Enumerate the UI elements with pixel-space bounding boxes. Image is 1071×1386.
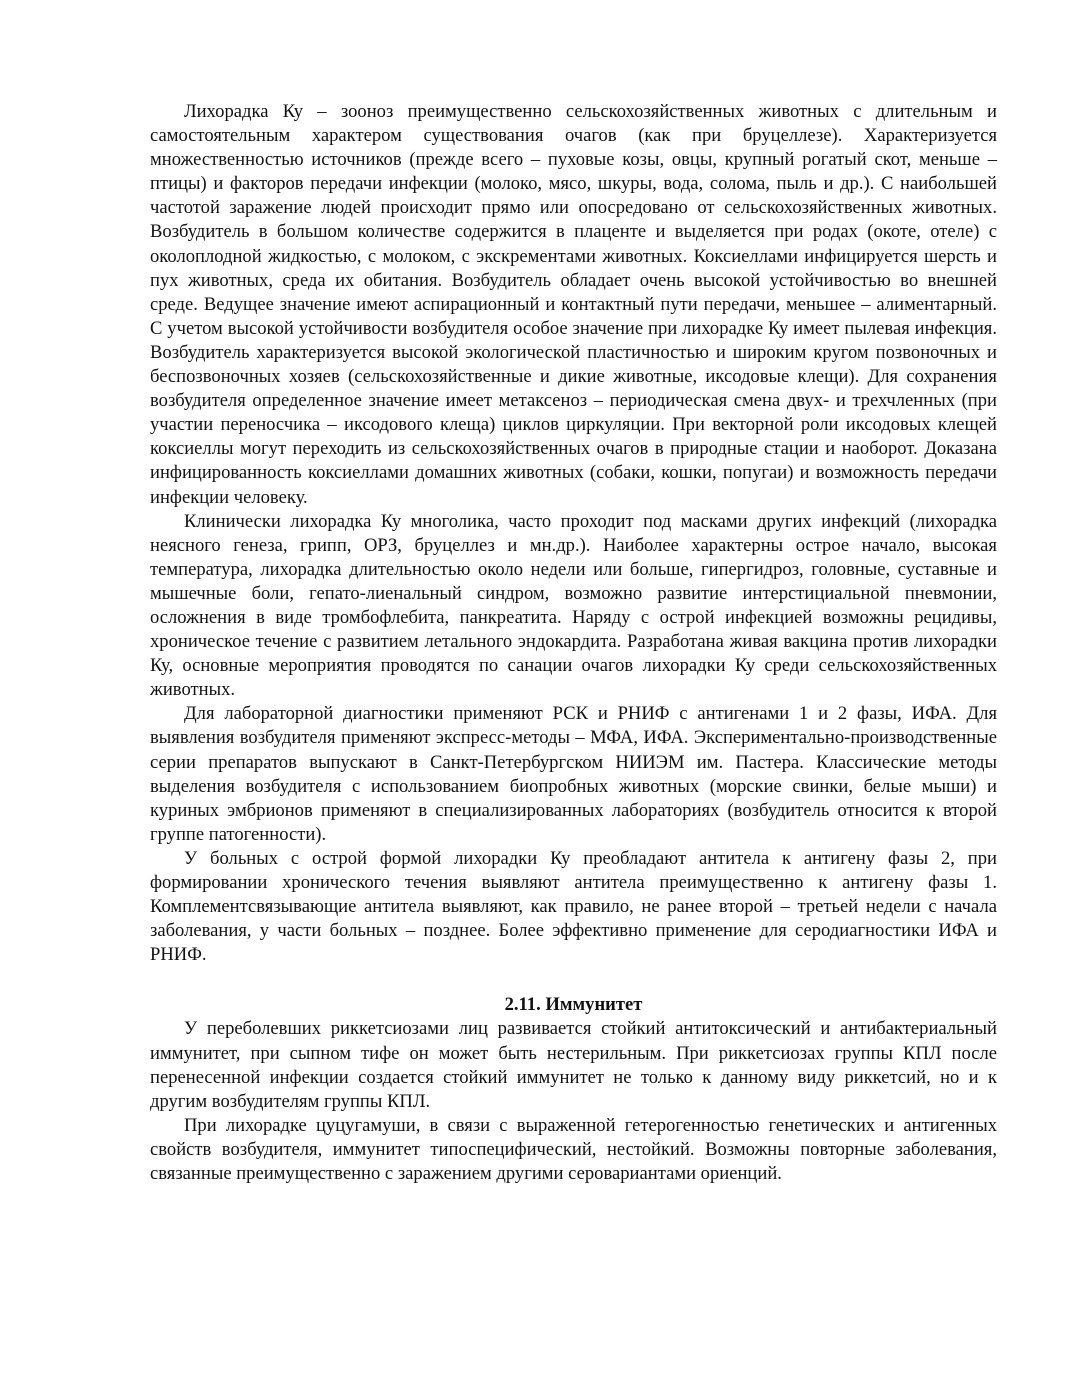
paragraph-q-fever-lab-diagnostics: Для лабораторной диагностики применяют РСК и РНИФ с антигенами 1 и 2 фазы, ИФА. Для выявления возбудителя применяют экспресс-методы – МФА, ИФА. Экспериментально-производственные серии препаратов выпускают в Санкт-Петербургском НИИЭМ им. Пастера. Классические методы выделения возбудителя с использованием биопробных животных (морские свинки, белые мыши) и куриных эмбрионов применяют в специализированных лабораториях (возбудитель относится к второй группе патогенности). — [150, 703, 997, 845]
paragraph-q-fever-clinical: Клинически лихорадка Ку многолика, часто проходит под масками других инфекций (лихорадка неясного генеза, грипп, ОРЗ, бруцеллез и мн.др.). Наиболее характерны острое начало, высокая температура, лихорадка длительностью около недели или больше, гипергидроз, головные, суставные и мышечные боли, гепато-лиенальный синдром, возможно развитие интерстициальной пневмонии, осложнения в виде тромбофлебита, панкреатита. Наряду с острой инфекцией возможны рецидивы, хроническое течение с развитием летального эндокардита. Разработана живая вакцина против лихорадки Ку, основные мероприятия проводятся по санации очагов лихорадки Ку среди сельскохозяйственных животных. — [150, 510, 997, 701]
section-heading-immunity: 2.11. Иммунитет — [504, 994, 643, 1016]
paragraph-q-fever-epidemiology: Лихорадка Ку – зооноз преимущественно сельскохозяйственных животных с длительным и самостоятельным характером существования очагов (как при бруцеллезе). Характеризуется множественностью источников (прежде всего – пуховые козы, овцы, крупный рогатый скот, меньше – птицы) и факторов передачи инфекции (молоко, мясо, шкуры, вода, солома, пыль и др.). С наибольшей частотой заражение людей происходит прямо или опосредовано от сельскохозяйственных животных. Возбудитель в большом количестве содержится в плаценте и выделяется при родах (окоте, отеле) с околоплодной жидкостью, с молоком, с экскрементами животных. Коксиеллами инфицируется шерсть и пух животных, среда их обитания. Возбудитель обладает очень высокой устойчивостью во внешней среде. Ведущее значение имеют аспирационный и контактный пути передачи, меньшее – алиментарный. С учетом высокой устойчивости возбудителя особое значение при лихорадке Ку имеет пылевая инфекция. Возбудитель характеризуется высокой экологической пластичностью и широким кругом позвоночных и беспозвоночных хозяев (сельскохозяйственные и дикие животные, иксодовые клещи). Для сохранения возбудителя определенное значение имеет метаксеноз – периодическая смена двух- и трехчленных (при участии переносчика – иксодового клеща) циклов циркуляции. При векторной роли иксодовых клещей коксиеллы могут переходить из сельскохозяйственных очагов в природные стации и наоборот. Доказана инфицированность коксиеллами домашних животных (собаки, кошки, попугаи) и возможность передачи инфекции человеку. — [150, 101, 997, 508]
document-page — [150, 100, 997, 1186]
paragraph-q-fever-antibodies: У больных с острой формой лихорадки Ку преобладают антитела к антигену фазы 2, при формировании хронического течения выявляют антитела преимущественно к антигену фазы 1. Комплементсвязывающие антитела выявляют, как правило, не ранее второй – третьей недели с начала заболевания, у части больных – позднее. Более эффективно применение для серодиагностики ИФА и РНИФ. — [150, 847, 997, 966]
paragraph-immunity-tsutsugamushi: При лихорадке цуцугамуши, в связи с выраженной гетерогенностью генетических и антигенных свойств возбудителя, иммунитет типоспецифический, нестойкий. Возможны повторные заболевания, связанные преимущественно с заражением другими серовариантами ориенций. — [150, 1114, 997, 1185]
paragraph-immunity-rickettsioses: У переболевших риккетсиозами лиц развивается стойкий антитоксический и антибактериальный иммунитет, при сыпном тифе он может быть нестерильным. При риккетсиозах группы КПЛ после перенесенной инфекции создается стойкий иммунитет не только к данному виду риккетсий, но и к другим возбудителям группы КПЛ. — [150, 1018, 997, 1112]
